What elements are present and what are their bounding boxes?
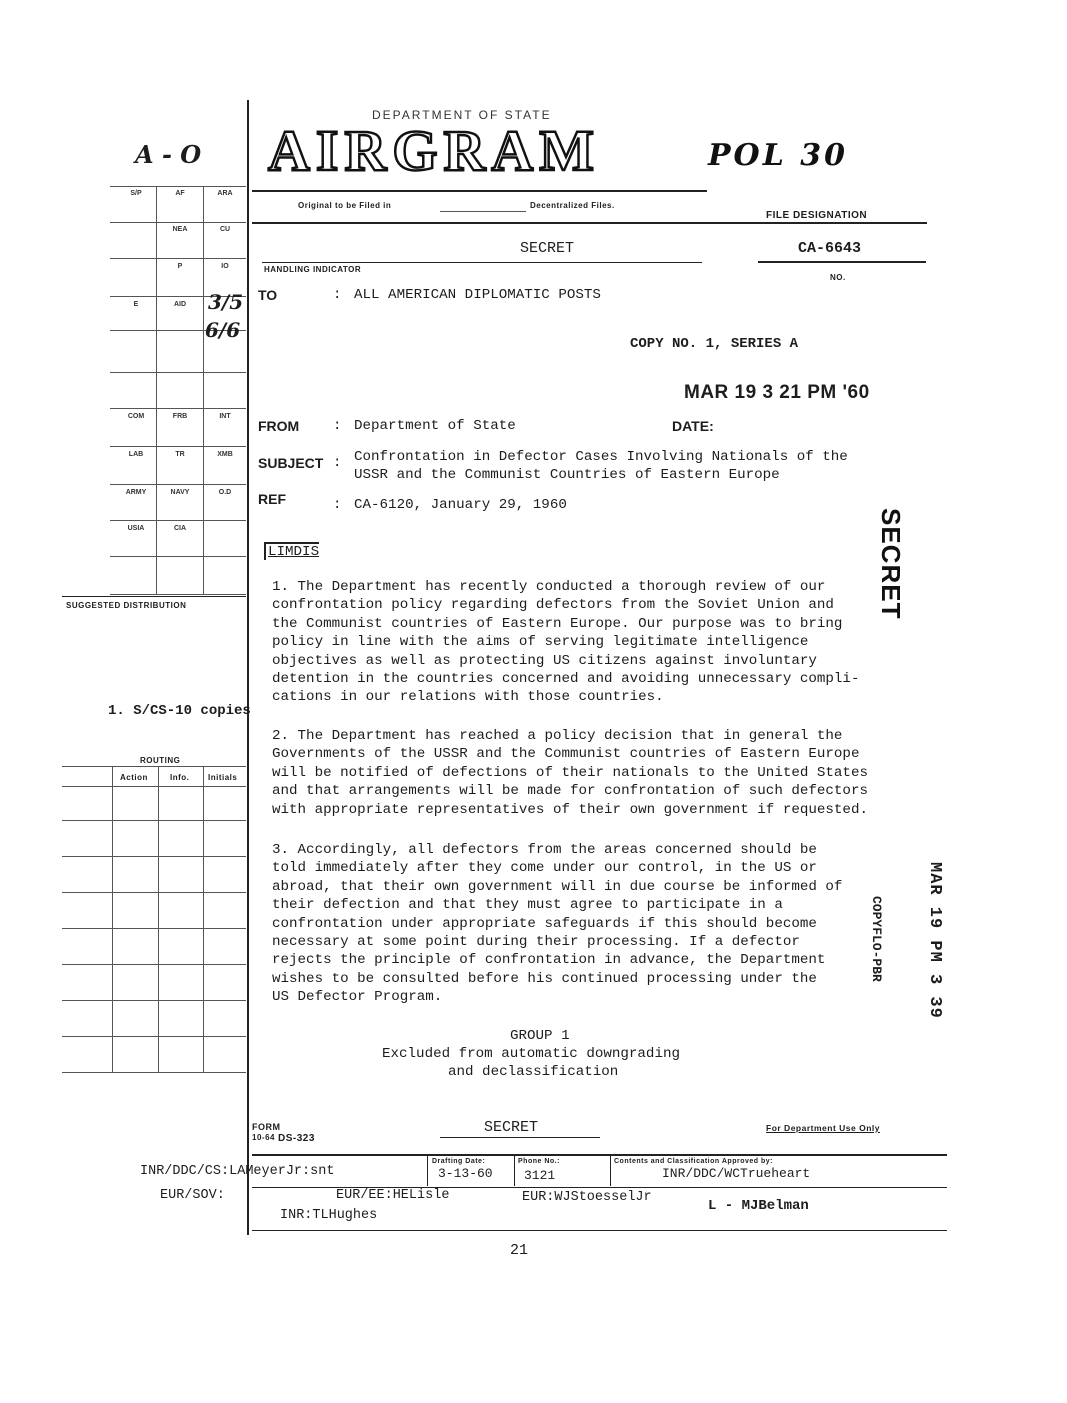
paragraph-2-line: 2. The Department has reached a policy decision that in general the (272, 728, 843, 744)
paragraph-3-line: abroad, that their own government will in due course be informed of (272, 878, 843, 895)
code-navy: NAVY (170, 489, 190, 496)
routing-col-info: Info. (170, 773, 190, 782)
code-com: COM (127, 413, 145, 420)
paragraph-2-line: and that arrangements will be made for confrontation of such defectors (272, 783, 868, 800)
footer-divider-3 (610, 1156, 611, 1186)
code-tr: TR (175, 451, 185, 458)
routing-col-action: Action (120, 773, 148, 782)
action-mark: A - O (135, 140, 202, 169)
paragraph-1 (272, 578, 932, 707)
paragraph-1-line: objectives as well as protecting US citizens against involuntary (272, 652, 817, 669)
sidebar-divider (247, 100, 249, 1235)
code-af: AF (175, 190, 185, 197)
code-ara: ARA (217, 190, 233, 197)
handwritten-count-2: 6/6 (205, 318, 241, 342)
form-date: 10-64 (252, 1133, 275, 1142)
ref-value: CA-6120, January 29, 1960 (354, 497, 567, 513)
decentralized-label: Decentralized Files. (530, 201, 615, 210)
routing-col-initials: Initials (208, 773, 238, 782)
clearance-legal: L - MJBelman (708, 1198, 809, 1214)
ref-colon: : (333, 497, 342, 513)
routing-label: ROUTING (140, 756, 181, 765)
paragraph-1-line: confrontation policy regarding defectors from the Soviet Union and (272, 597, 834, 614)
paragraph-3 (272, 841, 912, 1007)
group-line-2: Excluded from automatic downgrading (382, 1046, 680, 1062)
original-filed-label: Original to be Filed in (298, 201, 392, 210)
handling-rule (262, 262, 702, 263)
to-label: TO (258, 287, 278, 303)
subject-colon: : (333, 455, 342, 471)
footer-divider-2 (514, 1156, 515, 1186)
phone-label: Phone No.: (518, 1158, 560, 1165)
handling-indicator-label: HANDLING INDICATOR (264, 265, 362, 274)
to-colon: : (333, 287, 342, 303)
file-designation-label: FILE DESIGNATION (766, 210, 868, 221)
paragraph-3-line: wishes to be consulted before his continued processing under the (272, 970, 817, 987)
code-int: INT (219, 413, 231, 420)
footer-divider-1 (427, 1156, 428, 1186)
code-xmb: XMB (217, 451, 233, 458)
clearance-eur-sov: EUR/SOV: (160, 1188, 225, 1203)
drafting-date-label: Drafting Date: (432, 1158, 486, 1165)
distribution-label: SUGGESTED DISTRIBUTION (66, 601, 187, 610)
form-label: FORM (252, 1122, 281, 1132)
header-rule (252, 190, 707, 192)
paragraph-1-line: detention in the countries concerned and avoiding unnecessary compli- (272, 671, 860, 688)
from-label: FROM (258, 418, 300, 434)
date-label: DATE: (672, 418, 714, 434)
paragraph-3-line: confrontation under appropriate safeguards if this should become (272, 915, 817, 932)
code-cia: CIA (173, 525, 187, 532)
ref-label: REF (258, 491, 286, 507)
original-filed-blank (440, 211, 526, 212)
code-io: IO (221, 263, 229, 270)
distribution-copies: 1. S/CS-10 copies (108, 703, 251, 719)
code-nea: NEA (172, 226, 188, 233)
drafter: INR/DDC/CS:LAMeyerJr:snt (140, 1164, 335, 1179)
clearance-inr: INR:TLHughes (280, 1208, 378, 1223)
phone-number: 3121 (524, 1168, 556, 1183)
paragraph-3-line: US Defector Program. (272, 989, 443, 1006)
paragraph-2-line: with appropriate representatives of their own government if requested. (272, 801, 868, 818)
department-name: DEPARTMENT OF STATE (372, 108, 552, 122)
classification-bottom: SECRET (484, 1119, 539, 1136)
group-line-3: and declassification (448, 1064, 619, 1080)
paragraph-1-line: cations in our relations with those countries. (272, 689, 664, 706)
paragraph-1-line: 1. The Department has recently conducted a thorough review of our (272, 579, 826, 595)
group-line-1: GROUP 1 (510, 1028, 570, 1044)
airgram-title: AIRGRAM (268, 118, 600, 183)
paragraph-3-line: necessary at some point during their processing. If a defector (272, 934, 800, 951)
to-value: ALL AMERICAN DIPLOMATIC POSTS (354, 287, 601, 303)
side-secret-stamp: SECRET (876, 508, 906, 620)
document-number: CA-6643 (798, 240, 862, 257)
paragraph-3-line: 3. Accordingly, all defectors from the areas concerned should be (272, 842, 817, 858)
copyflo-stamp: COPYFLO-PBR (869, 896, 884, 982)
approver: INR/DDC/WCTrueheart (662, 1166, 811, 1181)
code-e: E (133, 301, 139, 308)
from-value: Department of State (354, 418, 516, 434)
from-colon: : (333, 418, 342, 434)
classification-top: SECRET (520, 240, 575, 257)
distribution-rule (62, 596, 246, 597)
paragraph-2-line: will be notified of defections of their nationals to the United States (272, 764, 868, 781)
code-aid: AID (173, 301, 187, 308)
header-rule-2 (252, 222, 927, 224)
subject-line-1: Confrontation in Defector Cases Involving Nationals of the (354, 449, 848, 465)
file-code-handwritten: POL 30 (708, 138, 848, 173)
code-usia: USIA (127, 525, 145, 532)
code-sp: S/P (130, 190, 142, 197)
footer-classification-rule (440, 1137, 600, 1138)
contents-approved-label: Contents and Classification Approved by: (614, 1158, 773, 1165)
code-od: O.D (218, 489, 232, 496)
paragraph-3-line: rejects the principle of confrontation in advance, the Department (272, 952, 826, 969)
routing-rule (62, 766, 246, 767)
page-number: 21 (510, 1242, 529, 1259)
paragraph-1-line: the Communist countries of Eastern Europe. Our purpose was to bring (272, 615, 843, 632)
received-stamp: MAR 19 PM 3 39 (925, 862, 944, 1019)
form-number: DS-323 (278, 1133, 315, 1144)
paragraph-2 (272, 727, 932, 819)
paragraph-3-line: their defection and that they must agree to participate in a (272, 897, 783, 914)
clearance-eur-ee: EUR/EE:HELisle (336, 1188, 450, 1203)
code-p: P (177, 263, 183, 270)
handwritten-count-1: 3/5 (208, 290, 244, 314)
footer-rule-3 (252, 1230, 947, 1231)
paragraph-1-line: policy in line with the aims of serving legitimate intelligence (272, 634, 809, 651)
department-use-label: For Department Use Only (766, 1123, 880, 1133)
subject-label: SUBJECT (258, 455, 324, 471)
code-cu: CU (219, 226, 231, 233)
code-army: ARMY (125, 489, 147, 496)
drafting-date: 3-13-60 (438, 1166, 493, 1181)
paragraph-2-line: Governments of the USSR and the Communist countries of Eastern Europe (272, 746, 860, 763)
clearance-eur: EUR:WJStoesselJr (522, 1190, 652, 1205)
receipt-stamp-date: MAR 19 3 21 PM '60 (684, 382, 870, 403)
code-lab: LAB (128, 451, 144, 458)
copy-number: COPY NO. 1, SERIES A (630, 336, 799, 352)
no-label: NO. (830, 273, 846, 282)
number-rule (758, 261, 926, 263)
limdis-caveat: LIMDIS (264, 542, 319, 560)
footer-rule-1 (252, 1154, 947, 1156)
code-frb: FRB (172, 413, 188, 420)
paragraph-3-line: told immediately after they come under our control, in the US or (272, 860, 817, 877)
subject-line-2: USSR and the Communist Countries of Eastern Europe (354, 467, 780, 483)
